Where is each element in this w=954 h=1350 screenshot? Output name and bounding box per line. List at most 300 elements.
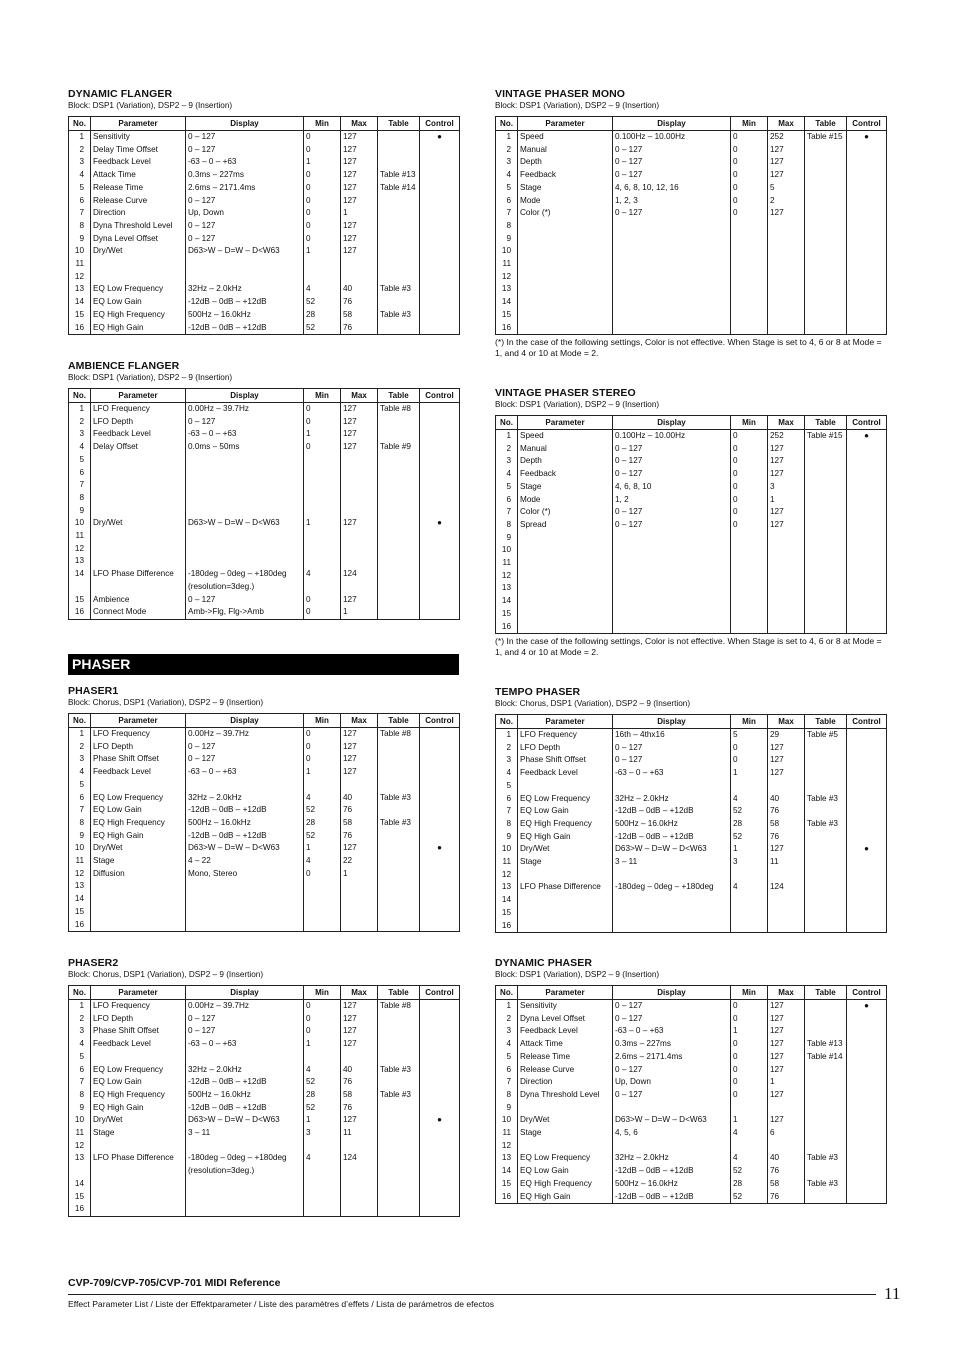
param-no: 9: [69, 1102, 91, 1115]
param-control: [420, 868, 460, 881]
param-max: [341, 919, 378, 932]
param-display: 0.00Hz – 39.7Hz: [186, 728, 304, 741]
param-control: [420, 830, 460, 843]
param-table: [805, 455, 847, 468]
param-max: [768, 907, 805, 920]
table-row: [69, 1000, 460, 1013]
param-display: [186, 1178, 304, 1191]
param-display: 32Hz – 2.0kHz: [613, 793, 731, 806]
param-display: [613, 869, 731, 882]
param-min: 52: [304, 804, 341, 817]
param-control: [847, 519, 887, 532]
param-max: 76: [768, 1191, 805, 1204]
param-no: 3: [69, 1025, 91, 1038]
table-row: [496, 1038, 887, 1051]
param-control: [420, 530, 460, 543]
param-table: [805, 881, 847, 894]
param-table: [805, 843, 847, 856]
param-min: [731, 220, 768, 233]
param-display: -63 – 0 – +63: [186, 156, 304, 169]
param-no: 7: [496, 805, 518, 818]
param-name: Speed: [518, 131, 613, 144]
param-table: [805, 468, 847, 481]
param-no: 6: [69, 792, 91, 805]
param-name: [91, 893, 186, 906]
param-name: [91, 880, 186, 893]
param-min: [304, 880, 341, 893]
param-min: [304, 271, 341, 284]
param-table: [805, 182, 847, 195]
param-name: [91, 258, 186, 271]
param-display: 0 – 127: [613, 169, 731, 182]
table-row: [69, 1127, 460, 1140]
param-max: 76: [341, 296, 378, 309]
param-name: EQ Low Gain: [91, 804, 186, 817]
param-control: [420, 855, 460, 868]
col-display-header: Display: [186, 117, 304, 131]
param-max: 127: [768, 468, 805, 481]
param-min: 0: [731, 468, 768, 481]
param-display: [613, 621, 731, 634]
param-name: Phase Shift Offset: [518, 754, 613, 767]
param-display: [186, 271, 304, 284]
param-min: 0: [731, 1051, 768, 1064]
param-name: Stage: [91, 855, 186, 868]
param-control: [420, 233, 460, 246]
param-min: 28: [304, 309, 341, 322]
param-table: [378, 416, 420, 429]
param-max: 1: [341, 868, 378, 881]
table-row: [496, 780, 887, 793]
param-min: 0: [304, 1013, 341, 1026]
param-no: 10: [496, 245, 518, 258]
param-display: [186, 880, 304, 893]
table-row: [496, 729, 887, 742]
param-display: [186, 479, 304, 492]
param-table: [805, 283, 847, 296]
param-min: [731, 283, 768, 296]
col-parameter-header: Parameter: [518, 986, 613, 1000]
param-min: 28: [731, 1178, 768, 1191]
param-name: [518, 920, 613, 933]
param-max: 11: [768, 856, 805, 869]
table-row: [496, 532, 887, 545]
param-name: Feedback: [518, 468, 613, 481]
param-control: [847, 322, 887, 335]
param-min: [731, 1140, 768, 1153]
table-row: [69, 283, 460, 296]
param-min: 0: [304, 753, 341, 766]
table-row: [69, 309, 460, 322]
param-control: [847, 233, 887, 246]
param-min: [731, 570, 768, 583]
param-control: [847, 296, 887, 309]
param-max: 127: [341, 1013, 378, 1026]
param-max: 127: [768, 455, 805, 468]
param-name: Feedback Level: [91, 156, 186, 169]
param-control: [420, 804, 460, 817]
param-control: [847, 1089, 887, 1102]
param-max: 127: [768, 207, 805, 220]
param-control: [420, 156, 460, 169]
param-min: 0: [304, 195, 341, 208]
param-control: [847, 1076, 887, 1089]
param-min: [731, 907, 768, 920]
param-max: [768, 309, 805, 322]
table-row: [69, 195, 460, 208]
param-table: [805, 443, 847, 456]
param-min: 52: [731, 805, 768, 818]
param-max: [768, 621, 805, 634]
param-control: [847, 220, 887, 233]
table-row: [69, 467, 460, 480]
param-display: D63>W – D=W – D<W63: [186, 1114, 304, 1127]
param-control: [420, 1000, 460, 1013]
param-name: [518, 532, 613, 545]
param-no: 16: [69, 606, 91, 619]
param-name: Feedback Level: [91, 428, 186, 441]
param-display: 0 – 127: [613, 519, 731, 532]
table-row: [496, 869, 887, 882]
table-row: [69, 1025, 460, 1038]
table-row: [69, 855, 460, 868]
param-max: 124: [341, 1152, 378, 1177]
param-no: 11: [69, 258, 91, 271]
param-display: [613, 258, 731, 271]
param-name: [518, 894, 613, 907]
table-row: [69, 830, 460, 843]
param-control: [847, 1013, 887, 1026]
table-row: [69, 182, 460, 195]
col-max-header: Max: [768, 715, 805, 729]
param-min: 4: [304, 283, 341, 296]
param-name: Connect Mode: [91, 606, 186, 619]
param-name: Feedback Level: [518, 1025, 613, 1038]
param-name: Delay Time Offset: [91, 144, 186, 157]
param-min: 52: [304, 1076, 341, 1089]
col-table-header: Table: [378, 986, 420, 1000]
param-table: [805, 557, 847, 570]
param-name: [518, 245, 613, 258]
param-control: [847, 468, 887, 481]
param-table: [378, 467, 420, 480]
param-name: [91, 479, 186, 492]
param-display: [186, 505, 304, 518]
param-max: 127: [768, 742, 805, 755]
param-name: LFO Frequency: [518, 729, 613, 742]
param-control: [847, 283, 887, 296]
param-table: [378, 1076, 420, 1089]
param-table: [378, 1191, 420, 1204]
param-max: 252: [768, 131, 805, 144]
param-table: [378, 195, 420, 208]
param-name: Ambience: [91, 594, 186, 607]
param-max: 58: [341, 1089, 378, 1102]
param-table: [378, 842, 420, 855]
col-no-header: No.: [69, 714, 91, 728]
param-min: 4: [731, 793, 768, 806]
param-min: 0: [731, 1038, 768, 1051]
table-row: [496, 233, 887, 246]
param-name: Sensitivity: [91, 131, 186, 144]
param-table: [805, 1102, 847, 1115]
param-max: [341, 906, 378, 919]
param-name: Sensitivity: [518, 1000, 613, 1013]
param-table: [378, 543, 420, 556]
param-control: [420, 403, 460, 416]
col-no-header: No.: [496, 715, 518, 729]
param-control: [420, 1013, 460, 1026]
param-max: [768, 608, 805, 621]
col-control-header: Control: [420, 986, 460, 1000]
param-name: [518, 258, 613, 271]
table-row: [496, 1076, 887, 1089]
param-table: [378, 428, 420, 441]
table-row: [496, 207, 887, 220]
page-number: 11: [884, 1284, 901, 1303]
table-row: [69, 517, 460, 530]
section-title: VINTAGE PHASER STEREO: [495, 387, 636, 399]
param-control: [847, 920, 887, 933]
param-control: [847, 1178, 887, 1191]
col-control-header: Control: [847, 416, 887, 430]
param-control: [847, 881, 887, 894]
param-control: [420, 322, 460, 335]
param-display: 0 – 127: [613, 754, 731, 767]
table-row: [496, 754, 887, 767]
param-control: [847, 557, 887, 570]
param-name: Dyna Level Offset: [91, 233, 186, 246]
param-control: [847, 1127, 887, 1140]
param-min: [731, 894, 768, 907]
param-max: 127: [341, 195, 378, 208]
param-max: 127: [341, 594, 378, 607]
param-name: Dry/Wet: [91, 842, 186, 855]
param-table: [805, 1013, 847, 1026]
param-min: [731, 608, 768, 621]
param-display: [186, 1203, 304, 1216]
table-row: [69, 817, 460, 830]
param-control: [420, 1102, 460, 1115]
block-info: Block: Chorus, DSP1 (Variation), DSP2 – 9 (Insertion): [495, 699, 691, 708]
table-row: [69, 1178, 460, 1191]
col-display-header: Display: [186, 986, 304, 1000]
param-max: 2: [768, 195, 805, 208]
param-min: 0: [304, 233, 341, 246]
param-table: [378, 220, 420, 233]
col-min-header: Min: [731, 416, 768, 430]
param-name: Release Time: [91, 182, 186, 195]
col-table-header: Table: [805, 986, 847, 1000]
param-table: [805, 595, 847, 608]
param-control: [420, 479, 460, 492]
param-no: 13: [69, 1152, 91, 1177]
param-display: 0.00Hz – 39.7Hz: [186, 403, 304, 416]
param-name: Spread: [518, 519, 613, 532]
param-min: 52: [304, 1102, 341, 1115]
table-row: [69, 1064, 460, 1077]
table-row: [496, 1114, 887, 1127]
param-no: 6: [69, 467, 91, 480]
param-name: EQ Low Frequency: [91, 1064, 186, 1077]
param-name: Manual: [518, 443, 613, 456]
param-name: LFO Frequency: [91, 728, 186, 741]
col-table-header: Table: [378, 117, 420, 131]
param-max: 58: [341, 817, 378, 830]
table-row: [496, 621, 887, 634]
param-no: 15: [69, 309, 91, 322]
param-control: ●: [847, 1000, 887, 1013]
param-table: [378, 296, 420, 309]
param-name: [91, 919, 186, 932]
table-row: [69, 792, 460, 805]
param-table: [378, 555, 420, 568]
param-min: 0: [304, 441, 341, 454]
table-row: [69, 1102, 460, 1115]
param-no: 15: [69, 906, 91, 919]
param-control: [420, 606, 460, 619]
param-name: [91, 555, 186, 568]
parameter-table: [495, 116, 887, 335]
param-name: Stage: [91, 1127, 186, 1140]
col-control-header: Control: [420, 389, 460, 403]
param-no: 1: [69, 403, 91, 416]
col-max-header: Max: [768, 986, 805, 1000]
param-max: [341, 555, 378, 568]
table-row: [496, 195, 887, 208]
param-display: 0.3ms – 227ms: [613, 1038, 731, 1051]
param-display: [613, 780, 731, 793]
param-table: [805, 233, 847, 246]
col-display-header: Display: [186, 714, 304, 728]
param-control: [420, 594, 460, 607]
param-min: 1: [304, 245, 341, 258]
param-control: [847, 258, 887, 271]
param-max: 127: [768, 169, 805, 182]
param-min: 0: [731, 156, 768, 169]
table-row: [496, 443, 887, 456]
param-min: 1: [731, 1114, 768, 1127]
param-min: [304, 530, 341, 543]
param-no: 11: [69, 530, 91, 543]
table-row: [69, 416, 460, 429]
param-no: 16: [496, 621, 518, 634]
param-no: 2: [69, 1013, 91, 1026]
param-table: [378, 322, 420, 335]
param-display: 4 – 22: [186, 855, 304, 868]
param-min: [304, 479, 341, 492]
table-row: [496, 595, 887, 608]
param-table: [805, 144, 847, 157]
param-max: [768, 245, 805, 258]
param-control: [420, 1140, 460, 1153]
param-no: 7: [496, 1076, 518, 1089]
param-min: [304, 919, 341, 932]
param-min: 0: [731, 430, 768, 443]
param-min: 28: [304, 817, 341, 830]
table-row: [496, 1051, 887, 1064]
param-no: 10: [69, 842, 91, 855]
param-max: 40: [768, 793, 805, 806]
param-table: [805, 169, 847, 182]
param-table: [805, 1064, 847, 1077]
param-min: [731, 532, 768, 545]
param-control: ●: [847, 430, 887, 443]
table-row: [496, 309, 887, 322]
param-max: 127: [341, 728, 378, 741]
table-row: [496, 805, 887, 818]
footer-subtitle: Effect Parameter List / Liste der Effektparameter / Liste des paramètres d’effets / Lista de parámetros de efectos: [68, 1299, 495, 1309]
param-table: [805, 894, 847, 907]
param-name: EQ Low Frequency: [91, 283, 186, 296]
param-control: [420, 779, 460, 792]
param-min: 0: [304, 169, 341, 182]
param-display: 500Hz – 16.0kHz: [186, 1089, 304, 1102]
param-max: 5: [768, 182, 805, 195]
param-display: 0 – 127: [613, 1000, 731, 1013]
param-max: 58: [341, 309, 378, 322]
param-no: 4: [69, 766, 91, 779]
table-row: [496, 245, 887, 258]
param-table: [378, 1127, 420, 1140]
param-name: Delay Offset: [91, 441, 186, 454]
param-control: [420, 543, 460, 556]
parameter-table: [68, 985, 460, 1217]
param-display: 0 – 127: [613, 1013, 731, 1026]
param-display: D63>W – D=W – D<W63: [613, 1114, 731, 1127]
param-control: [847, 195, 887, 208]
phaser-banner: PHASER: [68, 654, 459, 675]
param-min: [304, 543, 341, 556]
param-display: Mono, Stereo: [186, 868, 304, 881]
table-row: [496, 494, 887, 507]
param-name: Release Time: [518, 1051, 613, 1064]
param-min: 4: [731, 1127, 768, 1140]
param-max: 40: [768, 1152, 805, 1165]
param-display: [186, 893, 304, 906]
param-min: [304, 893, 341, 906]
param-name: [91, 1178, 186, 1191]
param-min: 1: [304, 842, 341, 855]
param-max: 127: [768, 1000, 805, 1013]
param-control: [420, 454, 460, 467]
param-table: [805, 742, 847, 755]
param-table: [378, 144, 420, 157]
param-name: [91, 1140, 186, 1153]
param-no: 9: [496, 532, 518, 545]
param-min: 4: [304, 792, 341, 805]
param-no: 14: [69, 296, 91, 309]
param-name: Dry/Wet: [91, 517, 186, 530]
col-min-header: Min: [731, 715, 768, 729]
param-display: -12dB – 0dB – +12dB: [613, 1191, 731, 1204]
param-control: [847, 1152, 887, 1165]
param-control: [847, 1140, 887, 1153]
param-control: [847, 245, 887, 258]
param-control: [420, 1076, 460, 1089]
param-min: [304, 505, 341, 518]
param-display: [613, 608, 731, 621]
col-parameter-header: Parameter: [91, 117, 186, 131]
param-name: [91, 467, 186, 480]
param-min: 4: [304, 1152, 341, 1177]
param-min: [731, 271, 768, 284]
param-no: 3: [69, 156, 91, 169]
table-row: [69, 1203, 460, 1216]
param-no: 7: [496, 506, 518, 519]
param-min: 0: [304, 416, 341, 429]
param-table: [805, 156, 847, 169]
